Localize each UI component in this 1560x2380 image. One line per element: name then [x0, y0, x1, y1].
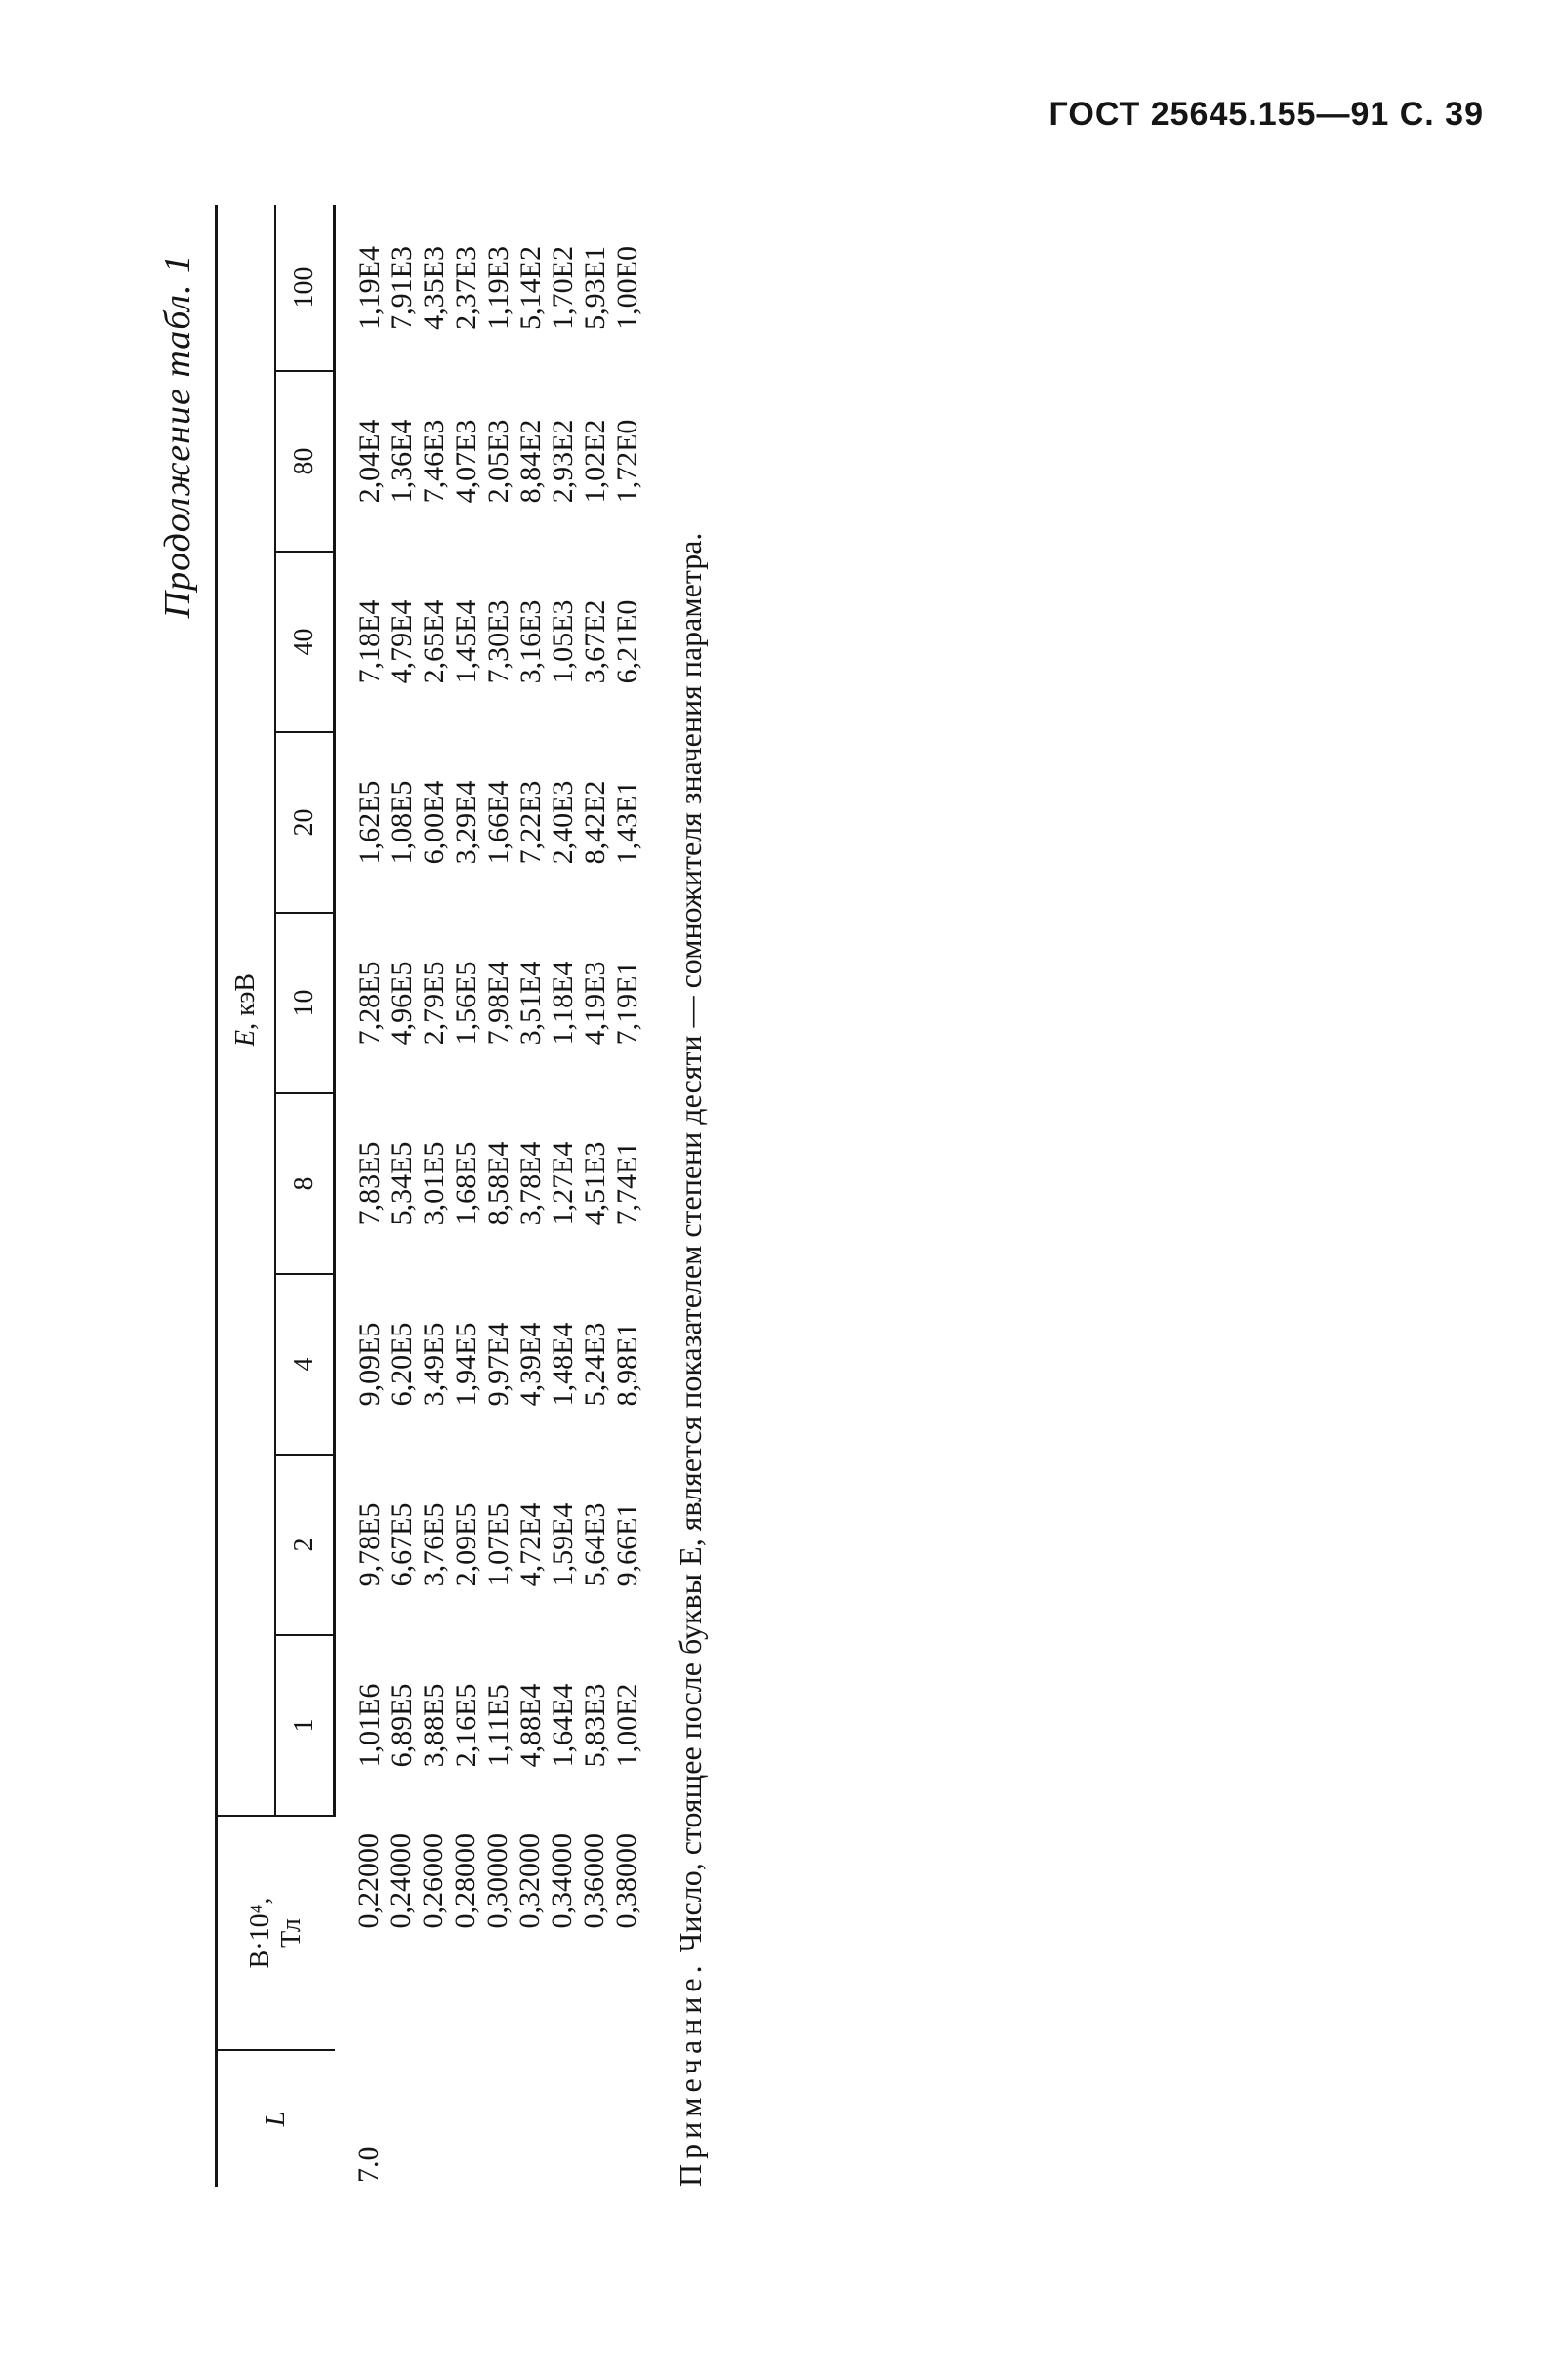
energy-symbol: E: [230, 1029, 261, 1046]
cell-b-values: [335, 1816, 644, 2050]
column-group-energy: [217, 205, 276, 1816]
flux-value: 1,56E5: [450, 961, 482, 1046]
flux-value: 1,07E5: [482, 1502, 514, 1587]
flux-value: 1,45E4: [450, 599, 482, 684]
b-value: 0,24000: [384, 1833, 417, 1929]
flux-value: 9,78E5: [353, 1502, 386, 1587]
flux-value: 4,07E3: [450, 419, 482, 504]
flux-value: 1,36E4: [386, 419, 418, 504]
flux-value: 3,76E5: [418, 1502, 450, 1587]
flux-value: 1,00E2: [611, 1683, 643, 1768]
flux-value: 1,59E4: [547, 1502, 579, 1587]
flux-value: 8,84E2: [514, 419, 547, 504]
flux-value: 6,89E5: [386, 1683, 418, 1768]
flux-value: 5,24E3: [579, 1322, 611, 1407]
b-value: 0,36000: [577, 1833, 610, 1929]
flux-value: 7,18E4: [353, 599, 386, 684]
flux-value: 7,98E4: [482, 961, 514, 1046]
flux-value: 7,83E5: [353, 1141, 386, 1226]
flux-value: 1,64E4: [547, 1683, 579, 1768]
flux-value: 7,28E5: [353, 961, 386, 1046]
page-header: ГОСТ 25645.155—91 С. 39: [1048, 96, 1484, 133]
flux-value: 3,49E5: [418, 1322, 450, 1407]
table-row: [335, 205, 644, 2187]
flux-value: 3,01E5: [418, 1141, 450, 1226]
flux-value: 8,98E1: [611, 1322, 643, 1407]
column-header-b-line2: Тл: [275, 1918, 307, 1948]
column-header-energy: 10: [275, 913, 335, 1093]
flux-value: 4,79E4: [386, 599, 418, 684]
flux-value: 8,42E2: [579, 780, 611, 865]
flux-value: 1,11E5: [482, 1684, 514, 1767]
b-value: 0,34000: [545, 1833, 578, 1929]
flux-value: 7,30E3: [482, 599, 514, 684]
flux-value: 1,66E4: [482, 780, 514, 865]
note-text: Число, стоящее после буквы E, является показателем степени десяти — сомножителя значения параметра.: [673, 532, 708, 1961]
cell-flux-values: [335, 1274, 644, 1455]
column-header-energy: 8: [275, 1093, 335, 1274]
flux-value: 5,93E1: [579, 246, 611, 330]
flux-value: 3,88E5: [418, 1683, 450, 1768]
flux-value: 1,62E5: [353, 780, 386, 865]
rotated-content: [156, 195, 879, 2245]
b-value: 0,28000: [448, 1833, 481, 1929]
flux-value: 7,91E3: [386, 246, 418, 330]
flux-value: 7,46E3: [418, 419, 450, 504]
flux-value: 1,70E2: [547, 246, 579, 330]
column-header-energy: 1: [275, 1635, 335, 1816]
flux-value: 7,22E3: [514, 780, 547, 865]
table-caption: Продолжение табл. 1: [157, 254, 198, 619]
b-value: 0,32000: [513, 1833, 546, 1929]
flux-value: 1,72E0: [611, 419, 643, 504]
b-value: 0,22000: [351, 1833, 385, 1929]
flux-value: 1,48E4: [547, 1322, 579, 1407]
flux-value: 1,02E2: [579, 419, 611, 504]
cell-flux-values: [335, 1635, 644, 1816]
column-header-energy: 80: [275, 371, 335, 552]
flux-value: 6,21E0: [611, 599, 643, 684]
flux-value: 1,19E4: [353, 246, 386, 330]
cell-flux-values: [335, 552, 644, 732]
cell-flux-values: [335, 1093, 644, 1274]
flux-value: 1,08E5: [386, 780, 418, 865]
flux-value: 2,65E4: [418, 599, 450, 684]
cell-flux-values: [335, 732, 644, 913]
flux-value: 1,68E5: [450, 1141, 482, 1226]
flux-value: 3,67E2: [579, 599, 611, 684]
flux-value: 4,35E3: [418, 246, 450, 330]
column-header-energy: 2: [275, 1455, 335, 1635]
flux-value: 3,29E4: [450, 780, 482, 865]
flux-value: 4,88E4: [514, 1683, 547, 1768]
flux-value: 2,04E4: [353, 419, 386, 504]
flux-value: 6,20E5: [386, 1322, 418, 1407]
flux-value: 9,09E5: [353, 1322, 386, 1407]
flux-value: 9,97E4: [482, 1322, 514, 1407]
flux-value: 6,00E4: [418, 780, 450, 865]
column-header-b-line1: B·10⁴,: [244, 1897, 275, 1969]
flux-value: 2,16E5: [450, 1683, 482, 1768]
flux-value: 7,19E1: [611, 961, 643, 1046]
column-header-energy: 100: [275, 205, 335, 371]
flux-value: 9,66E1: [611, 1502, 643, 1587]
flux-value: 3,51E4: [514, 961, 547, 1046]
b-value: 0,30000: [480, 1833, 513, 1929]
cell-flux-values: [335, 371, 644, 552]
flux-value: 1,00E0: [611, 246, 643, 330]
flux-value: 1,01E6: [353, 1683, 386, 1768]
flux-value: 2,79E5: [418, 961, 450, 1046]
flux-value: 1,05E3: [547, 599, 579, 684]
flux-value: 3,16E3: [514, 599, 547, 684]
data-table: [215, 205, 643, 2187]
column-header-energy: 20: [275, 732, 335, 913]
flux-value: 4,72E4: [514, 1502, 547, 1587]
flux-value: 6,67E5: [386, 1502, 418, 1587]
flux-value: 8,58E4: [482, 1141, 514, 1226]
flux-value: 5,64E3: [579, 1502, 611, 1587]
column-header-energy: 40: [275, 552, 335, 732]
flux-value: 2,37E3: [450, 246, 482, 330]
cell-flux-values: [335, 1455, 644, 1635]
column-header-energy: 4: [275, 1274, 335, 1455]
flux-value: 1,43E1: [611, 780, 643, 865]
cell-l: 7.0: [351, 2146, 385, 2183]
flux-value: 5,34E5: [386, 1141, 418, 1226]
flux-value: 1,94E5: [450, 1322, 482, 1407]
flux-value: 3,78E4: [514, 1141, 547, 1226]
cell-flux-values: [335, 913, 644, 1093]
table-note: [669, 205, 712, 2187]
note-label: Примечание.: [673, 1960, 708, 2187]
flux-value: 2,09E5: [450, 1502, 482, 1587]
flux-value: 4,39E4: [514, 1322, 547, 1407]
flux-value: 1,27E4: [547, 1141, 579, 1226]
flux-value: 5,14E2: [514, 246, 547, 330]
cell-flux-values: [335, 205, 644, 371]
flux-value: 7,74E1: [611, 1141, 643, 1226]
flux-value: 2,05E3: [482, 419, 514, 504]
flux-value: 5,83E3: [579, 1683, 611, 1768]
b-value: 0,38000: [609, 1833, 642, 1929]
b-value: 0,26000: [416, 1833, 449, 1929]
flux-value: 2,93E2: [547, 419, 579, 504]
energy-unit: , кэВ: [230, 972, 261, 1030]
flux-value: 4,96E5: [386, 961, 418, 1046]
flux-value: 4,51E3: [579, 1141, 611, 1226]
column-header-b: [217, 1816, 335, 2050]
flux-value: 1,18E4: [547, 961, 579, 1046]
flux-value: 1,19E3: [482, 246, 514, 330]
flux-value: 2,40E3: [547, 780, 579, 865]
column-header-l: L: [217, 2050, 335, 2187]
flux-value: 4,19E3: [579, 961, 611, 1046]
